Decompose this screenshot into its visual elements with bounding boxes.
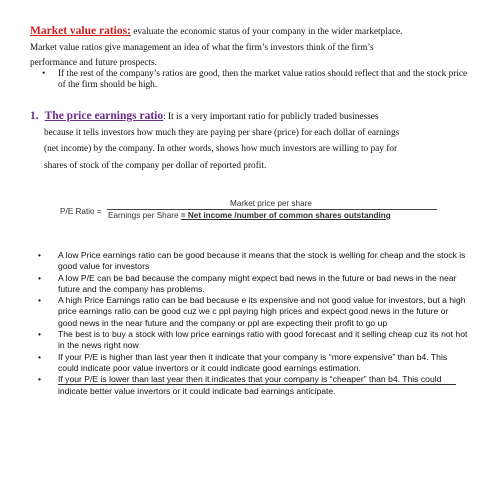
list-item [38,250,468,273]
list-item-text: If your P/E is higher than last year then it indicate that your company is “more expensive” than b4. This could indicate poor value invertors or it could indicate good earnings estimation. [58,351,448,373]
section-number: 1. [30,110,39,122]
intro-line-3: performance and future prospects. [30,58,158,69]
list-item [38,374,468,397]
list-item [38,352,468,375]
formula-denominator-plain: Earnings per Share [108,211,181,220]
bullet-dot: • [42,69,46,79]
pe-points-list [38,250,468,397]
intro-lead: evaluate the economic status of your company in the wider marketplace. [130,27,403,37]
pe-formula [60,199,460,223]
list-item [38,273,468,296]
list-item-text: A low Price earnings ratio can be good because it means that the stock is welling for cheap and the stock is good value for investors [58,250,466,272]
list-item-text: A high Price Earnings ratio can be bad because e its expensive and not good value for investors, but a high price earnings ratio can be good cuz we c ppl paying high prices and expect good news in the future or good news in the near future and the company or ppl are expecting their profit to go up [58,295,466,328]
formula-denominator [108,211,391,220]
bullet-dot: • [38,374,42,385]
list-item-text: If your P/E is lower than last year then it indicates that your company is “cheaper” than b4. This could indicate better value invertors or it could indicate bad earnings anticipate. [58,374,442,396]
price-earnings-heading: The price earnings ratio [44,110,164,122]
intro-line-2: Market value ratios give management an idea of what the firm’s investors think of the firm’s [30,42,374,53]
section-line-2: because it tells investors how much they are paying per share (price) for each dollar of earnings [44,128,400,139]
formula-lhs: P/E Ratio = [60,207,102,216]
bullet-dot: • [38,295,42,306]
bullet-dot: • [38,250,42,260]
formula-denominator-bold: = Net income /number of common shares outstanding [180,211,391,220]
formula-numerator: Market price per share [230,199,312,208]
section-line-4: shares of stock of the company per dollar of reported profit. [44,160,267,171]
section-price-earnings [30,108,472,174]
intro-bullets [42,69,470,91]
bullet-dot: • [38,329,42,340]
bullet-dot: • [38,351,42,362]
closing-rule [58,384,456,385]
section-lead: : It is a very important ratio for publicly traded businesses [163,112,379,122]
market-value-heading: Market value ratios: [30,25,131,37]
list-item-text: A low P/E can be bad because the company might expect bad news in the future or bad news in the near future and the company has problems. [58,272,457,294]
list-item [38,295,468,329]
bullet-dot: • [38,272,42,283]
intro-bullet-text: If the rest of the company’s ratios are good, then the market value ratios should reflect that and the stock price of the firm should be high. [58,69,468,90]
list-item-text: The best is to buy a stock with low price earnings ratio with good forecast and it selling cheap cuz its not hot in the news right now [58,329,468,351]
intro-paragraph [30,24,472,72]
section-heading-line [30,108,472,125]
intro-line-1 [30,24,472,41]
intro-bullet [42,69,470,91]
list-item [38,329,468,352]
section-line-3: (net income) by the company. In other words, shows how much investors are willing to pay for [44,144,398,155]
fraction-bar [107,209,437,210]
